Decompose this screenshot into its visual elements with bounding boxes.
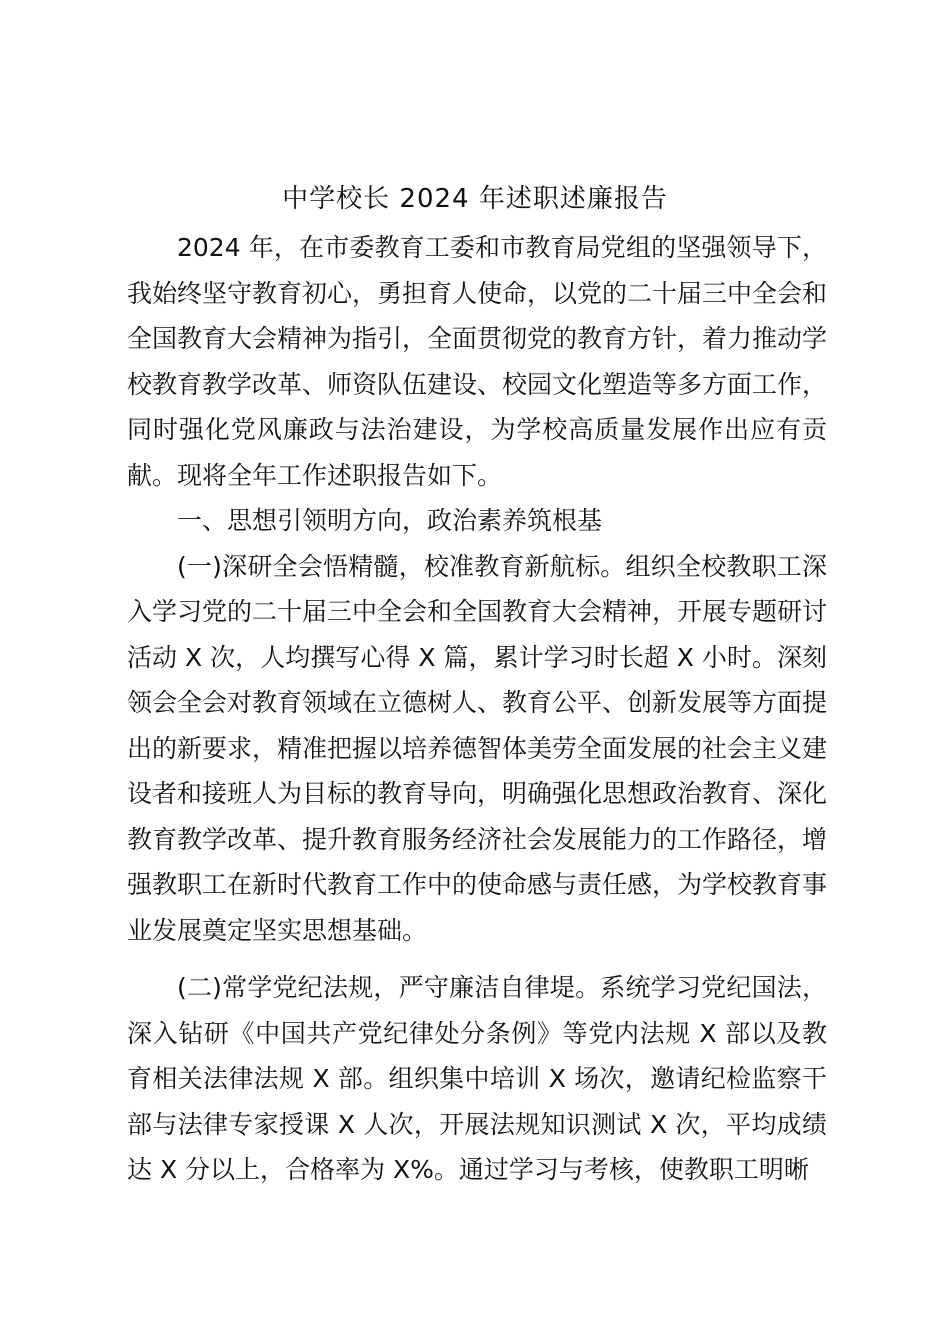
document-title: 中学校长 2024 年述职述廉报告	[282, 184, 668, 214]
body-paragraph: (一)深研全会悟精髓，校准教育新航标。组织全校教职工深入学习党的二十届三中全会和全国教育大会精神，开展专题研讨活动 X 次，人均撰写心得 X 篇，累计学习时长超 X 小时。深刻领会全会对教育领域在立德树人、教育公平、创新发展等方面提出的新要求，精准把握以培养德智体美劳全面发展的社会主义建设者和接班人为目标的教育导向，明确强化思想政治教育、深化教育教学改革、提升教育服务经济社会发展能力的工作路径，增强教职工在新时代教育工作中的使命感与责任感，为学校教育事业发展奠定坚实思想基础。	[127, 551, 828, 945]
intro-paragraph: 2024 年，在市委教育工委和市教育局党组的坚强领导下，我始终坚守教育初心，勇担育人使命，以党的二十届三中全会和全国教育大会精神为指引，全面贯彻党的教育方针，着力推动学校教育教学改革、师资队伍建设、校园文化塑造等多方面工作，同时强化党风廉政与法治建设，为学校高质量发展作出应有贡献。现将全年工作述职报告如下。	[127, 233, 828, 490]
section-heading: 一、思想引领明方向，政治素养筑根基	[177, 506, 603, 535]
document-body	[127, 225, 827, 1193]
body-paragraph: (二)常学党纪法规，严守廉洁自律堤。系统学习党纪国法，深入钻研《中国共产党纪律处分条例》等党内法规 X 部以及教育相关法律法规 X 部。组织集中培训 X 场次，邀请纪检监察干部与法律专家授课 X 人次，开展法规知识测试 X 次，平均成绩达 X 分以上，合格率为 X%。通过学习与考核，使教职工明晰	[127, 973, 827, 1184]
